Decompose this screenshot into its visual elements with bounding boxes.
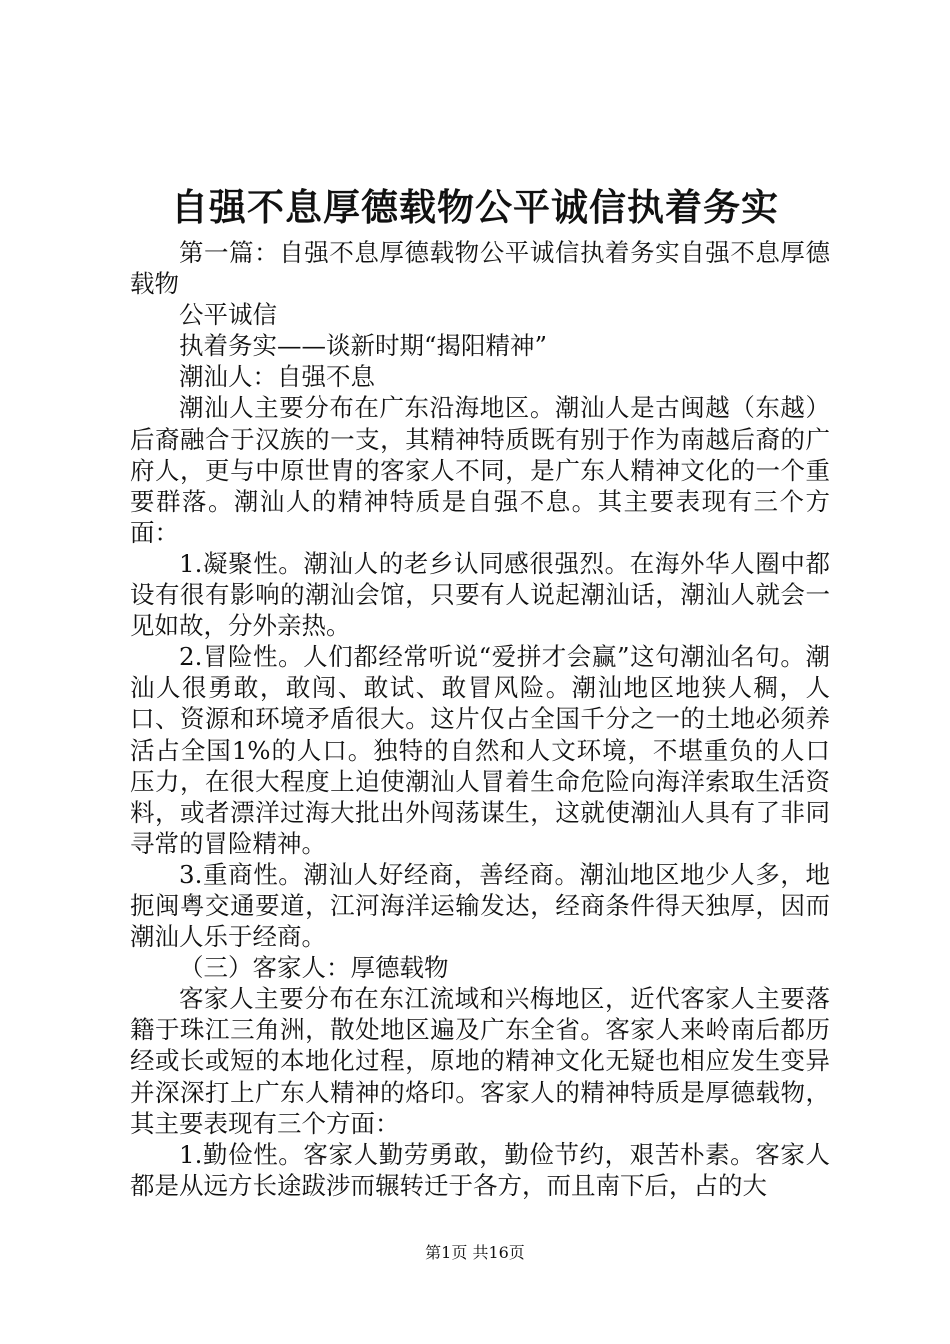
paragraph: 第一篇：自强不息厚德载物公平诚信执着务实自强不息厚德载物 bbox=[130, 238, 830, 299]
paragraph: 客家人主要分布在东江流域和兴梅地区，近代客家人主要落籍于珠江三角洲，散处地区遍及广东全省。客家人来岭南后都历经或长或短的本地化过程，原地的精神文化无疑也相应发生变异并深深打上广东人精神的烙印。客家人的精神特质是厚德载物，其主要表现有三个方面： bbox=[130, 984, 830, 1138]
document-body bbox=[130, 237, 830, 1201]
paragraph: 潮汕人：自强不息 bbox=[179, 362, 375, 392]
document-title: 自强不息厚德载物公平诚信执着务实 bbox=[171, 185, 779, 229]
paragraph: 1.勤俭性。客家人勤劳勇敢，勤俭节约，艰苦朴素。客家人都是从远方长途跋涉而辗转迁于各方，而且南下后，占的大 bbox=[130, 1139, 830, 1200]
paragraph: （三）客家人：厚德载物 bbox=[179, 953, 449, 983]
paragraph: 公平诚信 bbox=[179, 300, 277, 330]
paragraph: 2.冒险性。人们都经常听说“爱拼才会赢”这句潮汕名句。潮汕人很勇敢，敢闯、敢试、敢冒风险。潮汕地区地狭人稠，人口、资源和环境矛盾很大。这片仅占全国千分之一的土地必须养活占全国1%的人口。独特的自然和人文环境，不堪重负的人口压力，在很大程度上迫使潮汕人冒着生命危险向海洋索取生活资料，或者漂洋过海大批出外闯荡谋生，这就使潮汕人具有了非同寻常的冒险精神。 bbox=[130, 642, 830, 858]
paragraph: 3.重商性。潮汕人好经商，善经商。潮汕地区地少人多，地扼闽粤交通要道，江河海洋运输发达，经商条件得天独厚，因而潮汕人乐于经商。 bbox=[130, 859, 830, 952]
paragraph: 1.凝聚性。潮汕人的老乡认同感很强烈。在海外华人圈中都设有很有影响的潮汕会馆，只要有人说起潮汕话，潮汕人就会一见如故，分外亲热。 bbox=[130, 548, 830, 641]
paragraph: 执着务实——谈新时期“揭阳精神” bbox=[179, 331, 548, 361]
page-footer: 第1页 共16页 bbox=[425, 1243, 525, 1262]
paragraph: 潮汕人主要分布在广东沿海地区。潮汕人是古闽越（东越）后裔融合于汉族的一支，其精神特质既有别于作为南越后裔的广府人，更与中原世胄的客家人不同，是广东人精神文化的一个重要群落。潮汕人的精神特质是自强不息。其主要表现有三个方面： bbox=[130, 393, 830, 547]
